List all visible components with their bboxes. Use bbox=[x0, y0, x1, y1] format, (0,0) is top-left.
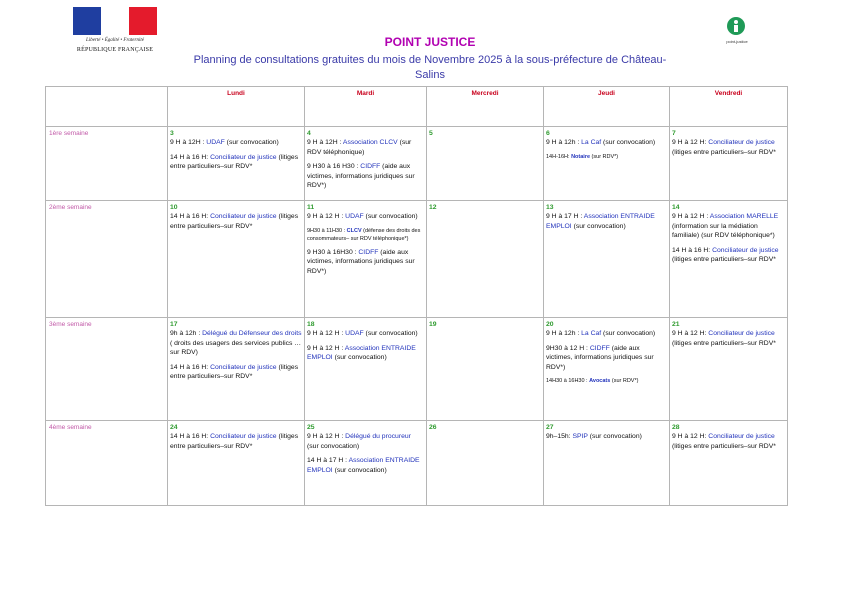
entry-time: 9 H à 12 H : bbox=[307, 433, 346, 441]
day-number: 12 bbox=[429, 204, 437, 211]
day-header-lundi: Lundi bbox=[168, 87, 305, 127]
entry-organisation: CIDFF bbox=[358, 248, 379, 256]
day-cell bbox=[670, 421, 788, 506]
entry-time: 9 H30 à 16 H30 : bbox=[307, 163, 361, 171]
entry-time: 9 H30 à 16H30 : bbox=[307, 248, 359, 256]
entry-time: 14 H à 16 H: bbox=[672, 246, 713, 254]
logo-republique-name: RÉPUBLIQUE FRANÇAISE bbox=[76, 47, 154, 53]
entry-details: (litiges entre particuliers–sur RDV* bbox=[170, 153, 299, 171]
day-number: 17 bbox=[170, 321, 178, 328]
consultation-entry bbox=[307, 138, 424, 157]
entry-time: 9H30 à 11H30 : bbox=[307, 227, 347, 234]
entry-time: 9 H à 12 H: bbox=[672, 433, 709, 441]
week-row bbox=[46, 127, 788, 201]
consultation-entry bbox=[170, 432, 302, 451]
consultation-entry bbox=[170, 363, 302, 382]
entry-details: (sur RDV téléphonique) bbox=[307, 139, 412, 156]
table-header-row bbox=[46, 87, 788, 127]
week-row bbox=[46, 318, 788, 421]
consultation-entry bbox=[307, 456, 424, 475]
consultation-entry bbox=[170, 138, 302, 147]
consultation-entry bbox=[170, 329, 302, 357]
day-number: 18 bbox=[307, 321, 315, 328]
consultation-entry bbox=[672, 432, 785, 451]
day-cell bbox=[544, 127, 670, 201]
entry-time: 14H30 à 16H30 : bbox=[546, 378, 590, 385]
entry-organisation: Association MARELLE bbox=[709, 213, 779, 221]
consultation-entry bbox=[672, 329, 785, 348]
day-number: 11 bbox=[307, 204, 315, 211]
day-cell bbox=[168, 421, 305, 506]
day-number: 28 bbox=[672, 424, 680, 431]
marianne-flag-icon bbox=[73, 7, 157, 35]
logo-motto: Liberté • Égalité • Fraternité bbox=[86, 38, 144, 43]
entry-details: (litiges entre particuliers–sur RDV* bbox=[672, 442, 776, 450]
entry-organisation: Délégué du procureur bbox=[345, 433, 411, 441]
entry-organisation: UDAF bbox=[345, 213, 364, 221]
entry-time: 9 H à 12 H : bbox=[672, 213, 710, 221]
day-number: 10 bbox=[170, 204, 178, 211]
day-header-vendredi: Vendredi bbox=[670, 87, 788, 127]
consultation-entry bbox=[546, 377, 667, 385]
entry-time: 9 H à 12 H : bbox=[307, 330, 346, 338]
day-cell bbox=[670, 127, 788, 201]
entry-details: (sur convocation) bbox=[571, 222, 626, 230]
entry-time: 14H-16H: bbox=[546, 153, 572, 160]
entry-details: (sur convocation) bbox=[224, 139, 279, 147]
entry-organisation: Conciliateur de justice bbox=[708, 139, 775, 147]
day-cell bbox=[168, 127, 305, 201]
entry-organisation: Conciliateur de justice bbox=[210, 153, 277, 161]
entry-time: 9h–15h: bbox=[546, 433, 573, 441]
week-label: 3ème semaine bbox=[46, 318, 168, 421]
entry-organisation: CIDFF bbox=[589, 344, 610, 352]
entry-details: (litiges entre particuliers–sur RDV* bbox=[672, 339, 776, 347]
week-label: 4ème semaine bbox=[46, 421, 168, 506]
entry-details: (aide aux victimes, informations juridiques sur RDV*) bbox=[307, 248, 415, 275]
day-number: 4 bbox=[307, 130, 311, 137]
schedule-table bbox=[45, 86, 788, 506]
consultation-entry bbox=[672, 246, 785, 265]
day-number: 19 bbox=[429, 321, 437, 328]
entry-time: 9 H à 12 H : bbox=[307, 213, 346, 221]
consultation-entry bbox=[307, 227, 424, 243]
consultation-entry bbox=[307, 344, 424, 363]
entry-details: (sur RDV*) bbox=[610, 378, 639, 385]
day-number: 24 bbox=[170, 424, 178, 431]
entry-details: (aide aux victimes, informations juridiques sur RDV*) bbox=[307, 163, 415, 190]
day-cell bbox=[544, 421, 670, 506]
consultation-entry bbox=[672, 138, 785, 157]
entry-organisation: UDAF bbox=[345, 330, 364, 338]
subtitle-line-2: Salins bbox=[415, 69, 445, 81]
point-justice-logo bbox=[722, 17, 752, 51]
consultation-entry bbox=[546, 212, 667, 231]
entry-time: 9 H à 17 H : bbox=[546, 213, 584, 221]
week-label: 1ère semaine bbox=[46, 127, 168, 201]
day-cell bbox=[305, 421, 427, 506]
entry-organisation: Conciliateur de justice bbox=[210, 433, 277, 441]
day-cell bbox=[427, 201, 544, 318]
day-cell bbox=[427, 318, 544, 421]
day-number: 20 bbox=[546, 321, 554, 328]
day-number: 7 bbox=[672, 130, 676, 137]
entry-time: 9 H à 12H : bbox=[170, 139, 207, 147]
entry-details: ( droits des usagers des services publics … sur RDV) bbox=[170, 339, 302, 357]
day-number: 5 bbox=[429, 130, 433, 137]
entry-details: (aide aux victimes, informations juridiques sur RDV*) bbox=[546, 344, 654, 371]
entry-organisation: La Caf bbox=[581, 330, 602, 338]
day-header-mardi: Mardi bbox=[305, 87, 427, 127]
day-cell bbox=[544, 201, 670, 318]
entry-details: (sur convocation) bbox=[363, 330, 418, 338]
entry-time: 9 H à 12 H : bbox=[307, 344, 345, 352]
entry-details: (information sur la médiation familiale) (sur RDV téléphonique*) bbox=[672, 222, 775, 240]
header-corner-cell bbox=[46, 87, 168, 127]
consultation-entry bbox=[546, 153, 667, 161]
consultation-entry bbox=[307, 162, 424, 190]
day-cell bbox=[305, 201, 427, 318]
day-number: 26 bbox=[429, 424, 437, 431]
entry-details: (sur convocation) bbox=[307, 442, 360, 450]
entry-time: 9 H à 12 H: bbox=[672, 139, 709, 147]
entry-details: (sur convocation) bbox=[601, 330, 656, 338]
entry-organisation: Association ENTRAIDE EMPLOI bbox=[307, 344, 416, 362]
point-justice-logo-icon bbox=[727, 17, 745, 35]
entry-organisation: UDAF bbox=[206, 139, 225, 147]
entry-details: (défense des droits des consommateurs– sur RDV téléphonique*) bbox=[307, 227, 421, 242]
week-row bbox=[46, 421, 788, 506]
day-number: 21 bbox=[672, 321, 680, 328]
consultation-entry bbox=[307, 248, 424, 276]
entry-organisation: Association ENTRAIDE EMPLOI bbox=[546, 213, 655, 230]
day-number: 6 bbox=[546, 130, 550, 137]
republique-francaise-logo bbox=[72, 7, 158, 59]
week-label: 2ème semaine bbox=[46, 201, 168, 318]
entry-time: 14 H à 16 H: bbox=[170, 433, 211, 441]
day-cell bbox=[168, 318, 305, 421]
day-header-jeudi: Jeudi bbox=[544, 87, 670, 127]
point-justice-logo-text: point-justice bbox=[726, 39, 748, 44]
day-cell bbox=[305, 127, 427, 201]
consultation-entry bbox=[672, 212, 785, 240]
entry-time: 9 H à 12h : bbox=[546, 330, 582, 338]
entry-organisation: Association ENTRAIDE EMPLOI bbox=[307, 457, 420, 474]
entry-time: 9h à 12h : bbox=[170, 330, 203, 338]
entry-details: (sur convocation) bbox=[332, 354, 387, 362]
entry-time: 9 H à 12 H: bbox=[672, 330, 709, 338]
entry-details: (litiges entre particuliers–sur RDV* bbox=[170, 213, 299, 230]
day-number: 3 bbox=[170, 130, 174, 137]
entry-organisation: CIDFF bbox=[360, 163, 381, 171]
entry-details: (sur convocation) bbox=[587, 433, 642, 441]
consultation-entry bbox=[546, 344, 667, 372]
consultation-entry bbox=[170, 212, 302, 231]
entry-organisation: Conciliateur de justice bbox=[210, 213, 277, 221]
day-cell bbox=[670, 201, 788, 318]
consultation-entry bbox=[546, 432, 667, 441]
entry-organisation: Association CLCV bbox=[342, 139, 398, 147]
entry-organisation: Conciliateur de justice bbox=[210, 363, 277, 371]
consultation-entry bbox=[546, 329, 667, 338]
page-title: POINT JUSTICE bbox=[384, 35, 476, 49]
consultation-entry bbox=[307, 329, 424, 338]
entry-organisation: Notaire bbox=[571, 153, 591, 160]
entry-time: 14 H à 17 H : bbox=[307, 457, 349, 465]
consultation-entry bbox=[307, 432, 424, 451]
entry-details: (sur RDV*) bbox=[590, 153, 619, 160]
consultation-entry bbox=[546, 138, 667, 147]
consultation-entry bbox=[307, 212, 424, 221]
day-cell bbox=[168, 201, 305, 318]
entry-organisation: Délégué du Défenseur des droits bbox=[202, 330, 302, 338]
day-header-mercredi: Mercredi bbox=[427, 87, 544, 127]
day-cell bbox=[305, 318, 427, 421]
entry-organisation: La Caf bbox=[581, 139, 602, 147]
entry-time: 9 H à 12H : bbox=[307, 139, 343, 147]
entry-time: 14 H à 16 H: bbox=[170, 213, 211, 221]
day-cell bbox=[670, 318, 788, 421]
entry-details: (litiges entre particuliers–sur RDV* bbox=[672, 256, 776, 264]
day-cell bbox=[427, 127, 544, 201]
entry-details: (litiges entre particuliers–sur RDV* bbox=[170, 363, 299, 381]
entry-details: (sur convocation) bbox=[601, 139, 656, 147]
day-number: 27 bbox=[546, 424, 554, 431]
entry-organisation: Avocats bbox=[589, 378, 611, 385]
week-row bbox=[46, 201, 788, 318]
day-cell bbox=[544, 318, 670, 421]
entry-time: 14 H à 16 H: bbox=[170, 363, 211, 371]
entry-details: (sur convocation) bbox=[363, 213, 418, 221]
page-subtitle bbox=[170, 53, 690, 83]
entry-details: (sur convocation) bbox=[332, 466, 387, 474]
entry-organisation: Conciliateur de justice bbox=[712, 246, 779, 254]
entry-organisation: CLCV bbox=[346, 227, 362, 234]
entry-details: (litiges entre particuliers–sur RDV* bbox=[170, 433, 299, 450]
entry-organisation: Conciliateur de justice bbox=[708, 433, 775, 441]
day-number: 13 bbox=[546, 204, 554, 211]
entry-details: (litiges entre particuliers–sur RDV* bbox=[672, 148, 776, 156]
entry-time: 9 H à 12h : bbox=[546, 139, 582, 147]
day-cell bbox=[427, 421, 544, 506]
entry-time: 14 H à 16 H: bbox=[170, 153, 211, 161]
subtitle-line-1: Planning de consultations gratuites du mois de Novembre 2025 à la sous-préfecture de Château- bbox=[193, 54, 667, 66]
day-number: 25 bbox=[307, 424, 315, 431]
entry-organisation: Conciliateur de justice bbox=[708, 330, 775, 338]
consultation-entry bbox=[170, 153, 302, 172]
entry-organisation: SPIP bbox=[572, 433, 588, 441]
day-number: 14 bbox=[672, 204, 680, 211]
entry-time: 9H30 à 12 H : bbox=[546, 344, 590, 352]
